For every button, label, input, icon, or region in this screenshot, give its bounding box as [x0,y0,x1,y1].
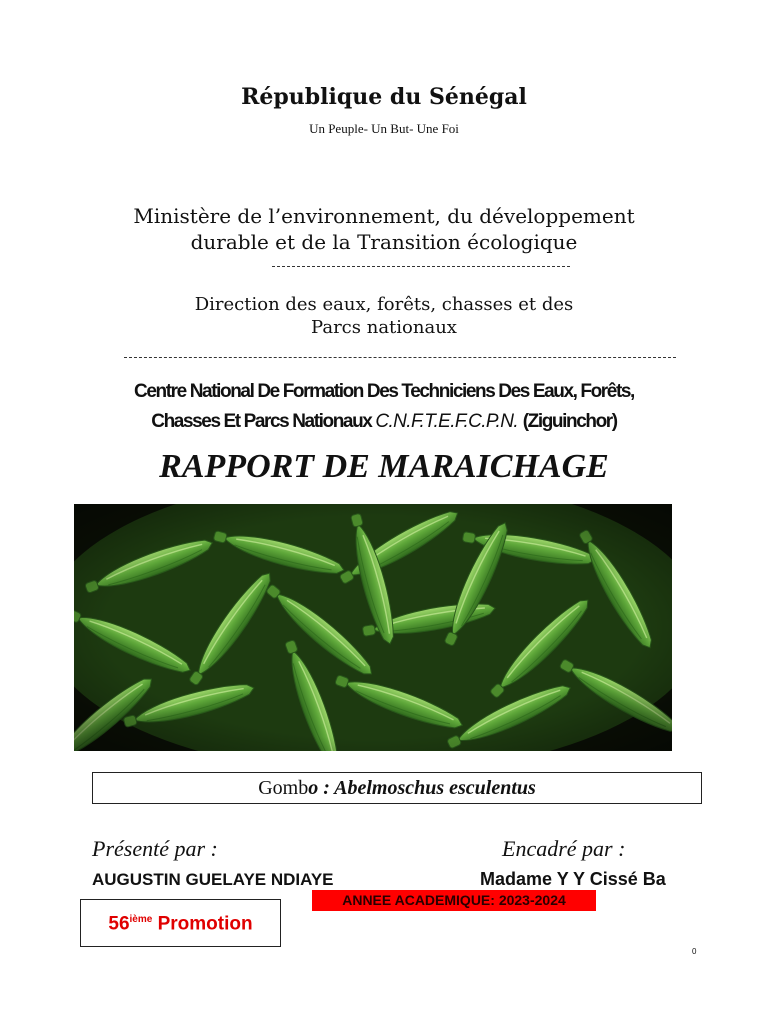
training-centre-name [0,377,768,437]
separator-short [272,266,570,267]
ministry-name [0,203,768,255]
promotion-number: 56 [108,913,130,935]
centre-abbreviation: C.N.F.T.E.F.C.P.N. [375,411,523,432]
okra-photo [74,504,672,751]
report-title: RAPPORT DE MARAICHAGE [159,448,609,485]
separator-long [124,357,676,358]
presenter-name: AUGUSTIN GUELAYE NDIAYE [92,870,334,889]
supervised-by-label: Encadré par : [502,836,626,861]
plant-scientific-name: Abelmoschus esculentus [334,777,536,799]
supervisor-name: Madame Y Y Cissé Ba [480,869,666,889]
academic-year-banner: ANNEE ACADEMIQUE: 2023-2024 [312,890,596,911]
promotion-box [80,899,281,947]
ministry-line-1: Ministère de l’environnement, du développement [133,204,635,228]
caption-separator: : [318,777,335,799]
centre-city: (Ziguinchor) [522,411,617,432]
centre-line-2-text: Chasses Et Parcs Nationaux [151,411,376,432]
direction-line-1: Direction des eaux, forêts, chasses et des [194,294,574,315]
centre-line-1: Centre National De Formation Des Techniciens Des Eaux, Forêts, [134,381,634,402]
ministry-line-2: durable et de la Transition écologique [190,230,578,254]
direction-line-2: Parcs nationaux [311,317,457,338]
promotion-label: Promotion [152,913,253,935]
plant-common-name: Gomb [258,777,309,799]
plant-common-name-suffix: o [308,777,319,799]
centre-line-2 [0,407,768,437]
country-title: République du Sénégal [241,84,527,110]
direction-name [0,293,768,339]
national-motto: Un Peuple- Un But- Une Foi [309,121,459,136]
presented-by-label: Présenté par : [92,836,218,861]
plant-caption [92,772,702,804]
okra-pods-image [74,504,672,751]
page-number: 0 [692,947,697,956]
promotion-suffix: ième [129,914,153,925]
